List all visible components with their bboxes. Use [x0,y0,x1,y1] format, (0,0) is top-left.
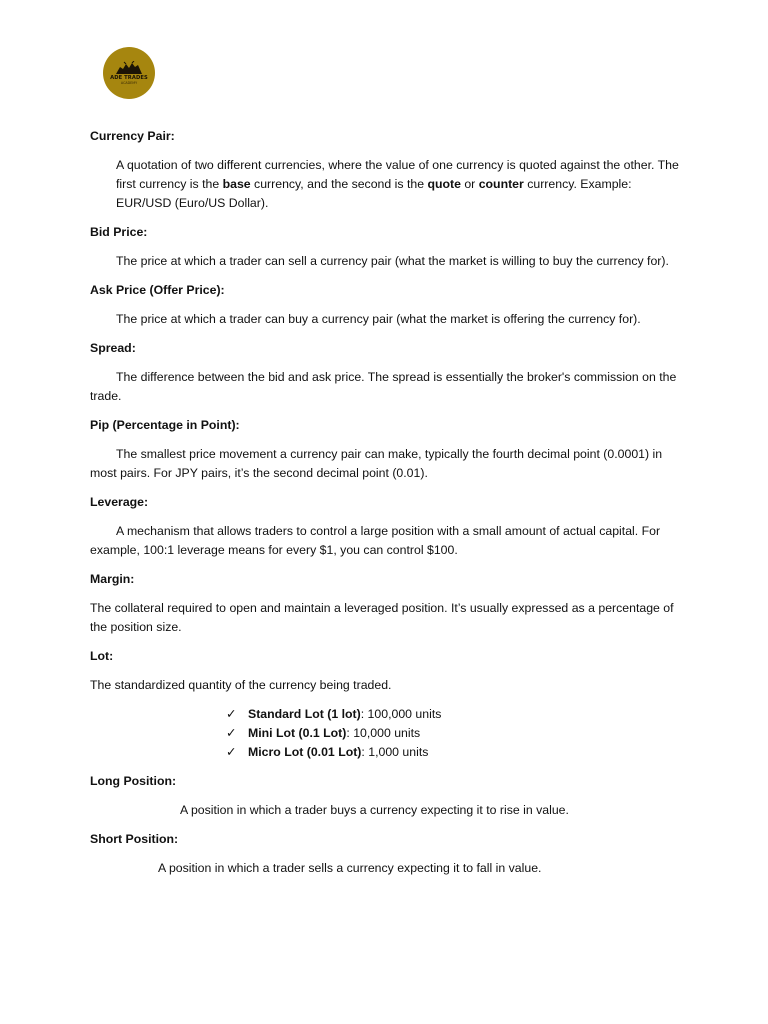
lot-value: : 100,000 units [360,707,442,721]
definition-bid-price: The price at which a trader can sell a currency pair (what the market is willing to buy the currency for). [116,254,669,268]
term-spread: Spread: [90,341,136,355]
definition-lot: The standardized quantity of the currency being traded. [90,678,392,692]
lot-label: Mini Lot (0.1 Lot) [248,726,347,740]
lot-value: : 10,000 units [346,726,421,740]
bull-bear-icon [114,61,144,75]
lot-value: : 1,000 units [361,745,429,759]
definition-margin: The collateral required to open and maintain a leveraged position. It’s usually expressed as a percentage of the position size. [90,601,674,634]
definition-currency-pair: A quotation of two different currencies, where the value of one currency is quoted against the other. The first currency is the base currency, and the second is the quote or counter currency. Example: EUR/USD (Euro/US Dollar). [116,158,679,210]
definition-pip: The smallest price movement a currency pair can make, typically the fourth decimal point (0.0001) in most pairs. For JPY pairs, it’s the second decimal point (0.01). [90,447,663,480]
lot-label: Micro Lot (0.01 Lot) [248,745,362,759]
checkmark-icon: ✓ [226,707,237,721]
list-item [226,743,680,762]
definition-short-position: A position in which a trader sells a currency expecting it to fall in value. [158,861,542,875]
term-currency-pair: Currency Pair: [90,129,175,143]
lot-label: Standard Lot (1 lot) [248,707,361,721]
glossary-document [90,127,680,878]
term-leverage: Leverage: [90,495,149,509]
list-item [226,705,680,724]
lot-size-list [90,705,680,762]
term-short-position: Short Position: [90,832,179,846]
term-margin: Margin: [90,572,135,586]
term-long-position: Long Position: [90,774,177,788]
emphasis-base: base [222,177,251,191]
logo-title: ADE TRADES [110,75,148,81]
emphasis-counter: counter [478,177,524,191]
term-lot: Lot: [90,649,114,663]
term-ask-price: Ask Price (Offer Price): [90,283,225,297]
term-bid-price: Bid Price: [90,225,148,239]
definition-ask-price: The price at which a trader can buy a currency pair (what the market is offering the currency for). [116,312,641,326]
checkmark-icon: ✓ [226,726,237,740]
definition-spread: The difference between the bid and ask price. The spread is essentially the broker's commission on the trade. [90,370,677,403]
checkmark-icon: ✓ [226,745,237,759]
definition-leverage: A mechanism that allows traders to control a large position with a small amount of actual capital. For example, 100:1 leverage means for every $1, you can control $100. [90,524,661,557]
definition-long-position: A position in which a trader buys a currency expecting it to rise in value. [180,803,569,817]
term-pip: Pip (Percentage in Point): [90,418,240,432]
logo-subtitle: ACADEMY [120,81,138,85]
academy-logo [103,47,155,99]
list-item [226,724,680,743]
emphasis-quote: quote [427,177,461,191]
